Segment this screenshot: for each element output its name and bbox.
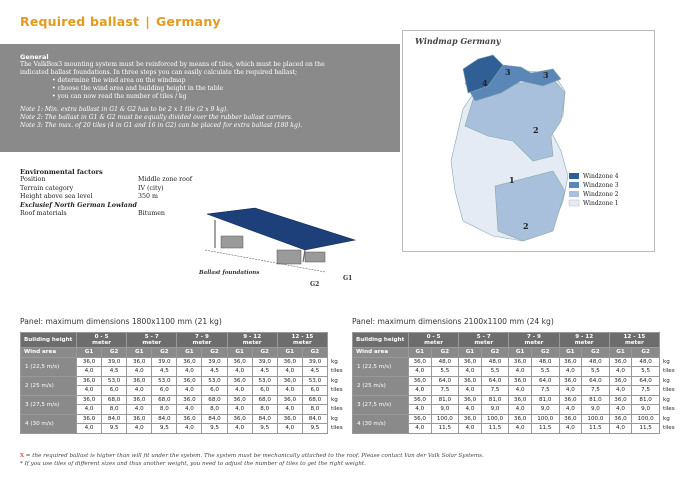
- kg-cell: 48,0: [431, 357, 459, 367]
- tiles-cell: 4,0: [609, 386, 632, 396]
- env-row: Height above sea level 350 m: [20, 193, 158, 201]
- general-section: [0, 44, 400, 152]
- tiles-cell: 4,0: [559, 424, 582, 434]
- legend-label: Windzone 1: [583, 200, 619, 207]
- tiles-cell: 7,5: [481, 386, 509, 396]
- height-header: 0 - 5 meter: [409, 333, 459, 348]
- g1-header: G1: [509, 348, 532, 358]
- tiles-cell: 6,0: [202, 386, 227, 396]
- kg-cell: 36,0: [127, 395, 152, 405]
- unit-kg: kg: [663, 377, 670, 384]
- g1-header: G1: [609, 348, 632, 358]
- kg-cell: 100,0: [632, 414, 660, 424]
- subheader-row: [353, 348, 678, 358]
- kg-cell: 36,0: [227, 357, 252, 367]
- tiles-cell: 4,0: [609, 367, 632, 377]
- height-header: 9 - 12 meter: [559, 333, 609, 348]
- header-row: [21, 333, 346, 348]
- legend-swatch: [569, 173, 579, 179]
- g1-header: G1: [127, 348, 152, 358]
- kg-cell: 48,0: [531, 357, 559, 367]
- kg-cell: 84,0: [302, 414, 327, 424]
- kg-cell: 81,0: [431, 395, 459, 405]
- steps-list: [52, 77, 390, 101]
- env-exclusion: Exclusief North German Lowland: [20, 201, 137, 209]
- zone-label: 1: [509, 175, 515, 185]
- tiles-cell: 4,0: [409, 424, 432, 434]
- kg-cell: 39,0: [202, 357, 227, 367]
- g1-header: G1: [177, 348, 202, 358]
- kg-cell: 36,0: [227, 414, 252, 424]
- table-row: [21, 395, 346, 405]
- note-3: Note 3: The max. of 20 tiles (4 in G1 and 16 in G2) can be placed for extra ballast (180 kg).: [20, 122, 303, 129]
- unit-tiles: tiles: [663, 425, 675, 432]
- tiles-cell: 4,0: [509, 386, 532, 396]
- tiles-cell: 5,5: [481, 367, 509, 377]
- zone-label: 2: [523, 221, 529, 231]
- kg-cell: 36,0: [177, 376, 202, 386]
- environmental-factors: [20, 168, 192, 218]
- kg-cell: 36,0: [459, 414, 482, 424]
- tiles-cell: 4,0: [459, 367, 482, 377]
- germany-map: [403, 31, 656, 253]
- kg-cell: 36,0: [609, 376, 632, 386]
- legend-swatch: [569, 182, 579, 188]
- kg-cell: 36,0: [277, 357, 302, 367]
- kg-cell: 84,0: [102, 414, 127, 424]
- page-title: Required ballast | Germany: [20, 14, 221, 29]
- kg-cell: 36,0: [559, 395, 582, 405]
- tiles-cell: 4,0: [127, 386, 152, 396]
- height-header: 9 - 12 meter: [227, 333, 277, 348]
- ballast-table-2100: [352, 332, 678, 434]
- building-height-header: Building height: [353, 333, 409, 348]
- unit-tiles: tiles: [663, 387, 675, 394]
- unit-kg: kg: [663, 415, 670, 422]
- table-row: [21, 376, 346, 386]
- tiles-cell: 4,0: [459, 405, 482, 415]
- env-row: Position Middle zone roof: [20, 176, 193, 184]
- kg-cell: 36,0: [227, 376, 252, 386]
- kg-cell: 36,0: [77, 376, 102, 386]
- tiles-cell: 5,5: [582, 367, 610, 377]
- env-row: Roof materials Bitumen: [20, 210, 165, 218]
- kg-cell: 36,0: [509, 357, 532, 367]
- spacer: [660, 348, 678, 358]
- unit-tiles: tiles: [331, 387, 343, 394]
- kg-cell: 36,0: [77, 395, 102, 405]
- g1-label: G1: [343, 275, 353, 282]
- tiles-cell: 4,0: [609, 405, 632, 415]
- kg-cell: 36,0: [227, 395, 252, 405]
- step-item: • determine the wind area on the windmap: [52, 77, 390, 85]
- tiles-cell: 4,0: [227, 386, 252, 396]
- tiles-cell: 9,5: [302, 424, 327, 434]
- building-height-header: Building height: [21, 333, 77, 348]
- kg-cell: 36,0: [509, 414, 532, 424]
- g2-header: G2: [431, 348, 459, 358]
- kg-cell: 84,0: [252, 414, 277, 424]
- kg-cell: 48,0: [632, 357, 660, 367]
- tiles-cell: 11,5: [431, 424, 459, 434]
- tiles-cell: 4,0: [177, 386, 202, 396]
- unit-tiles: tiles: [331, 425, 343, 432]
- tiles-cell: 7,5: [582, 386, 610, 396]
- kg-cell: 64,0: [531, 376, 559, 386]
- tiles-cell: 4,5: [202, 367, 227, 377]
- tiles-cell: 4,0: [459, 386, 482, 396]
- tiles-cell: 4,0: [559, 405, 582, 415]
- legend-label: Windzone 3: [583, 182, 619, 189]
- unit-tiles: tiles: [663, 368, 675, 375]
- general-intro-1: The ValkBox3 mounting system must be reinforced by means of tiles, which must be placed on the: [20, 61, 325, 68]
- table-2-title: Panel: maximum dimensions 2100x1100 mm (24 kg): [352, 317, 554, 326]
- legend-label: Windzone 2: [583, 191, 619, 198]
- unit-tiles: tiles: [331, 406, 343, 413]
- tiles-cell: 9,5: [102, 424, 127, 434]
- table-1-title: Panel: maximum dimensions 1800x1100 mm (21 kg): [20, 317, 222, 326]
- legend-swatch: [569, 200, 579, 206]
- tiles-cell: 7,5: [632, 386, 660, 396]
- kg-cell: 100,0: [481, 414, 509, 424]
- kg-cell: 36,0: [459, 357, 482, 367]
- legend-swatch: [569, 191, 579, 197]
- note-1: Note 1: Min. extra ballast in G1 & G2 has to be 2 x 1 tile (2 x 9 kg).: [20, 106, 229, 113]
- zone-label: 2: [533, 125, 539, 135]
- tiles-cell: 7,5: [431, 386, 459, 396]
- windmap: [402, 30, 655, 252]
- kg-cell: 100,0: [582, 414, 610, 424]
- kg-cell: 36,0: [127, 414, 152, 424]
- tiles-cell: 9,0: [531, 405, 559, 415]
- kg-cell: 53,0: [302, 376, 327, 386]
- tiles-cell: 4,0: [277, 386, 302, 396]
- table-row: [353, 395, 678, 405]
- tiles-cell: 11,5: [531, 424, 559, 434]
- spacer: [660, 333, 678, 348]
- tiles-cell: 9,0: [481, 405, 509, 415]
- g2-header: G2: [152, 348, 177, 358]
- kg-cell: 36,0: [277, 414, 302, 424]
- footer-notes: [20, 452, 484, 468]
- table-row: [21, 357, 346, 367]
- tiles-cell: 9,5: [152, 424, 177, 434]
- zone-label: 3: [505, 67, 511, 77]
- kg-cell: 68,0: [252, 395, 277, 405]
- kg-cell: 68,0: [302, 395, 327, 405]
- g1-header: G1: [559, 348, 582, 358]
- tiles-cell: 4,0: [127, 367, 152, 377]
- wind-area-cell: 2 (25 m/s): [353, 376, 409, 395]
- height-header: 12 - 15 meter: [277, 333, 327, 348]
- kg-cell: 36,0: [77, 414, 102, 424]
- tiles-cell: 8,0: [152, 405, 177, 415]
- kg-cell: 36,0: [609, 414, 632, 424]
- kg-cell: 36,0: [409, 357, 432, 367]
- tiles-cell: 4,0: [177, 424, 202, 434]
- g1-header: G1: [77, 348, 102, 358]
- env-row: Terrain category IV (city): [20, 184, 164, 192]
- kg-cell: 36,0: [459, 395, 482, 405]
- tiles-cell: 9,0: [431, 405, 459, 415]
- footer-line-2: * If you use tiles of different sizes and thus another weight, you need to adjust the number of tiles to get the right weight.: [20, 461, 366, 467]
- kg-cell: 100,0: [531, 414, 559, 424]
- tiles-cell: 6,0: [102, 386, 127, 396]
- table-row: [353, 414, 678, 424]
- windmap-title: Windmap Germany: [415, 36, 501, 46]
- spacer: [328, 348, 346, 358]
- tiles-cell: 4,0: [509, 405, 532, 415]
- spacer: [328, 333, 346, 348]
- tiles-cell: 4,0: [127, 405, 152, 415]
- general-heading: General: [20, 53, 49, 61]
- tiles-cell: 9,0: [632, 405, 660, 415]
- tiles-cell: 4,5: [302, 367, 327, 377]
- g2-header: G2: [102, 348, 127, 358]
- height-header: 5 - 7 meter: [127, 333, 177, 348]
- wind-area-cell: 1 (22,5 m/s): [21, 357, 77, 376]
- tiles-cell: 5,5: [531, 367, 559, 377]
- footer-line-1: X = the required ballast is higher than will fit under the system. The system must be mechanically attached to the roof. Please contact Van der Valk Solar Systems.: [20, 453, 484, 459]
- kg-cell: 64,0: [582, 376, 610, 386]
- kg-cell: 36,0: [127, 357, 152, 367]
- kg-cell: 36,0: [559, 357, 582, 367]
- unit-kg: kg: [331, 358, 338, 365]
- g2-header: G2: [302, 348, 327, 358]
- tiles-cell: 5,5: [632, 367, 660, 377]
- kg-cell: 39,0: [102, 357, 127, 367]
- general-intro-2: indicated ballast foundations. In three steps you can easily calculate the required ballast;: [20, 69, 298, 76]
- wind-area-cell: 3 (27,5 m/s): [353, 395, 409, 414]
- tiles-cell: 4,0: [609, 424, 632, 434]
- g2-label: G2: [310, 281, 320, 288]
- unit-kg: kg: [331, 396, 338, 403]
- tiles-cell: 4,0: [77, 367, 102, 377]
- kg-cell: 53,0: [202, 376, 227, 386]
- tiles-cell: 4,0: [227, 405, 252, 415]
- unit-kg: kg: [331, 415, 338, 422]
- ballast-caption: Ballast foundations: [199, 270, 260, 276]
- tiles-cell: 4,0: [77, 386, 102, 396]
- tiles-cell: 4,0: [459, 424, 482, 434]
- kg-cell: 36,0: [609, 395, 632, 405]
- tiles-cell: 4,0: [277, 367, 302, 377]
- kg-cell: 36,0: [409, 376, 432, 386]
- kg-cell: 36,0: [509, 395, 532, 405]
- g1-header: G1: [409, 348, 432, 358]
- kg-cell: 39,0: [252, 357, 277, 367]
- kg-cell: 64,0: [431, 376, 459, 386]
- wind-area-cell: 2 (25 m/s): [21, 376, 77, 395]
- kg-cell: 81,0: [531, 395, 559, 405]
- tiles-cell: 4,0: [559, 367, 582, 377]
- tiles-cell: 9,0: [582, 405, 610, 415]
- kg-cell: 48,0: [582, 357, 610, 367]
- wind-area-cell: 3 (27,5 m/s): [21, 395, 77, 414]
- kg-cell: 53,0: [152, 376, 177, 386]
- tiles-cell: 5,5: [431, 367, 459, 377]
- height-header: 5 - 7 meter: [459, 333, 509, 348]
- tiles-cell: 7,5: [531, 386, 559, 396]
- tiles-cell: 4,0: [227, 424, 252, 434]
- note-2: Note 2: The ballast in G1 & G2 must be equally divided over the rubber ballast carriers.: [20, 114, 293, 121]
- tiles-cell: 4,0: [177, 367, 202, 377]
- table-row: [21, 414, 346, 424]
- kg-cell: 84,0: [152, 414, 177, 424]
- table-row: [353, 357, 678, 367]
- kg-cell: 84,0: [202, 414, 227, 424]
- tiles-cell: 4,0: [177, 405, 202, 415]
- tiles-cell: 8,0: [252, 405, 277, 415]
- tiles-cell: 4,0: [277, 424, 302, 434]
- tiles-cell: 4,0: [409, 367, 432, 377]
- tiles-cell: 6,0: [302, 386, 327, 396]
- kg-cell: 64,0: [632, 376, 660, 386]
- kg-cell: 81,0: [632, 395, 660, 405]
- kg-cell: 36,0: [127, 376, 152, 386]
- kg-cell: 36,0: [409, 395, 432, 405]
- kg-cell: 68,0: [202, 395, 227, 405]
- table-row: [353, 376, 678, 386]
- step-item: • you can now read the number of tiles / kg: [52, 93, 390, 101]
- kg-cell: 36,0: [77, 357, 102, 367]
- height-header: 12 - 15 meter: [609, 333, 659, 348]
- tiles-cell: 9,5: [252, 424, 277, 434]
- tiles-cell: 4,0: [227, 367, 252, 377]
- tiles-cell: 11,5: [632, 424, 660, 434]
- ballast-table-1800: [20, 332, 346, 434]
- g2-header: G2: [252, 348, 277, 358]
- tiles-cell: 8,0: [302, 405, 327, 415]
- env-heading: Environmental factors: [20, 168, 103, 176]
- tiles-cell: 4,0: [409, 386, 432, 396]
- tiles-cell: 4,0: [127, 424, 152, 434]
- kg-cell: 36,0: [277, 376, 302, 386]
- g2-header: G2: [481, 348, 509, 358]
- tiles-cell: 4,5: [152, 367, 177, 377]
- g1-header: G1: [459, 348, 482, 358]
- g1-header: G1: [277, 348, 302, 358]
- tiles-cell: 6,0: [152, 386, 177, 396]
- g1-header: G1: [227, 348, 252, 358]
- kg-cell: 81,0: [481, 395, 509, 405]
- tiles-cell: 4,5: [102, 367, 127, 377]
- ballast-illustration: [195, 200, 365, 290]
- kg-cell: 36,0: [559, 376, 582, 386]
- tiles-cell: 4,5: [252, 367, 277, 377]
- subheader-row: [21, 348, 346, 358]
- kg-cell: 39,0: [152, 357, 177, 367]
- zone-label: 3: [543, 70, 549, 80]
- kg-cell: 53,0: [102, 376, 127, 386]
- tiles-cell: 4,0: [509, 367, 532, 377]
- kg-cell: 81,0: [582, 395, 610, 405]
- kg-cell: 36,0: [459, 376, 482, 386]
- tiles-cell: 8,0: [102, 405, 127, 415]
- unit-kg: kg: [663, 396, 670, 403]
- kg-cell: 68,0: [102, 395, 127, 405]
- height-header: 7 - 9 meter: [509, 333, 559, 348]
- kg-cell: 39,0: [302, 357, 327, 367]
- g2-header: G2: [202, 348, 227, 358]
- unit-tiles: tiles: [331, 368, 343, 375]
- tiles-cell: 11,5: [481, 424, 509, 434]
- tiles-cell: 4,0: [509, 424, 532, 434]
- notes: [20, 106, 390, 130]
- kg-cell: 36,0: [277, 395, 302, 405]
- kg-cell: 64,0: [481, 376, 509, 386]
- kg-cell: 36,0: [177, 395, 202, 405]
- kg-cell: 48,0: [481, 357, 509, 367]
- kg-cell: 36,0: [609, 357, 632, 367]
- tiles-cell: 9,5: [202, 424, 227, 434]
- tiles-cell: 8,0: [202, 405, 227, 415]
- g2-header: G2: [632, 348, 660, 358]
- tiles-cell: 4,0: [559, 386, 582, 396]
- kg-cell: 100,0: [431, 414, 459, 424]
- wind-area-cell: 4 (30 m/s): [353, 414, 409, 433]
- zone-label: 4: [482, 78, 488, 88]
- wind-area-cell: 1 (22,5 m/s): [353, 357, 409, 376]
- tiles-cell: 4,0: [409, 405, 432, 415]
- tiles-cell: 6,0: [252, 386, 277, 396]
- height-header: 0 - 5 meter: [77, 333, 127, 348]
- unit-tiles: tiles: [663, 406, 675, 413]
- legend-label: Windzone 4: [583, 173, 619, 180]
- kg-cell: 36,0: [177, 414, 202, 424]
- kg-cell: 36,0: [509, 376, 532, 386]
- step-item: • choose the wind area and building height in the table: [52, 85, 390, 93]
- kg-cell: 68,0: [152, 395, 177, 405]
- wind-area-cell: 4 (30 m/s): [21, 414, 77, 433]
- unit-kg: kg: [663, 358, 670, 365]
- g2-header: G2: [582, 348, 610, 358]
- kg-cell: 36,0: [409, 414, 432, 424]
- unit-kg: kg: [331, 377, 338, 384]
- kg-cell: 36,0: [559, 414, 582, 424]
- height-header: 7 - 9 meter: [177, 333, 227, 348]
- header-row: [353, 333, 678, 348]
- g2-header: G2: [531, 348, 559, 358]
- kg-cell: 36,0: [177, 357, 202, 367]
- wind-area-header: Wind area: [353, 348, 409, 358]
- wind-area-header: Wind area: [21, 348, 77, 358]
- kg-cell: 53,0: [252, 376, 277, 386]
- tiles-cell: 4,0: [77, 405, 102, 415]
- tiles-cell: 4,0: [277, 405, 302, 415]
- tiles-cell: 4,0: [77, 424, 102, 434]
- tiles-cell: 11,5: [582, 424, 610, 434]
